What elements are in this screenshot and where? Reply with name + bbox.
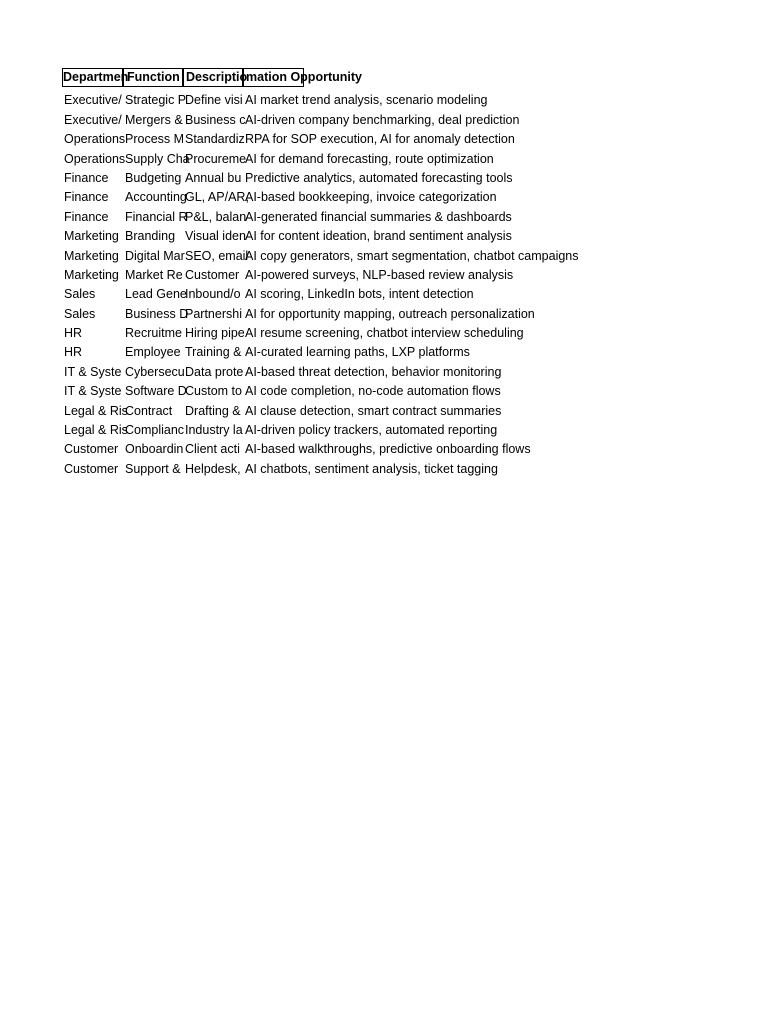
cell-department[interactable]: Sales <box>64 287 96 302</box>
table-row <box>62 382 762 401</box>
table-row <box>62 440 762 459</box>
cell-function[interactable]: Contract <box>125 403 173 418</box>
cell-department[interactable]: Executive/ <box>64 112 122 127</box>
table-row <box>62 324 762 343</box>
table-row <box>62 150 762 169</box>
cell-ai-opportunity[interactable]: AI resume screening, chatbot interview scheduling <box>245 326 524 341</box>
cell-ai-opportunity[interactable]: AI scoring, LinkedIn bots, intent detection <box>245 287 474 302</box>
cell-department[interactable]: IT & Syste <box>64 384 122 399</box>
cell-department[interactable]: Legal & Ris <box>64 403 128 418</box>
cell-description[interactable]: Inbound/o <box>185 287 241 302</box>
cell-function[interactable]: Supply Cha <box>125 151 190 166</box>
cell-function[interactable]: Market Re <box>125 267 183 282</box>
cell-ai-opportunity[interactable]: AI market trend analysis, scenario modeling <box>245 93 488 108</box>
cell-function[interactable]: Digital Mar <box>125 248 185 263</box>
header-row <box>62 68 762 87</box>
cell-ai-opportunity[interactable]: AI for content ideation, brand sentiment analysis <box>245 229 512 244</box>
cell-department[interactable]: Sales <box>64 306 96 321</box>
cell-ai-opportunity[interactable]: AI clause detection, smart contract summaries <box>245 403 502 418</box>
cell-description[interactable]: Define visi <box>185 93 243 108</box>
cell-function[interactable]: Recruitme <box>125 326 182 341</box>
cell-function[interactable]: Mergers & <box>125 112 183 127</box>
cell-ai-opportunity[interactable]: AI-based walkthroughs, predictive onboarding flows <box>245 442 531 457</box>
cell-function[interactable]: Lead Gene <box>125 287 187 302</box>
table-row <box>62 305 762 324</box>
cell-ai-opportunity[interactable]: AI chatbots, sentiment analysis, ticket tagging <box>245 461 498 476</box>
cell-description[interactable]: Annual bu <box>185 170 242 185</box>
cell-ai-opportunity[interactable]: AI for demand forecasting, route optimization <box>245 151 494 166</box>
cell-ai-opportunity[interactable]: AI-driven company benchmarking, deal prediction <box>245 112 520 127</box>
cell-description[interactable]: Procureme <box>185 151 247 166</box>
table-row <box>62 421 762 440</box>
cell-ai-opportunity[interactable]: AI-driven policy trackers, automated reporting <box>245 423 498 438</box>
cell-description[interactable]: Business c <box>185 112 246 127</box>
cell-ai-opportunity[interactable]: AI-curated learning paths, LXP platforms <box>245 345 470 360</box>
cell-description[interactable]: P&L, balan <box>185 209 247 224</box>
table-row <box>62 363 762 382</box>
cell-function[interactable]: Branding <box>125 229 176 244</box>
cell-department[interactable]: IT & Syste <box>64 364 122 379</box>
cell-description[interactable]: Drafting & <box>185 403 241 418</box>
cell-function[interactable]: Support & <box>125 461 181 476</box>
header-department[interactable]: Departmen <box>62 68 123 87</box>
cell-description[interactable]: Partnershi <box>185 306 242 321</box>
cell-description[interactable]: Hiring pipe <box>185 326 245 341</box>
cell-department[interactable]: Marketing <box>64 248 119 263</box>
cell-department[interactable]: Operations <box>64 132 126 147</box>
cell-department[interactable]: HR <box>64 326 83 341</box>
cell-department[interactable]: Customer <box>64 461 119 476</box>
table-row <box>62 130 762 149</box>
table-row <box>62 247 762 266</box>
cell-ai-opportunity[interactable]: AI for opportunity mapping, outreach personalization <box>245 306 535 321</box>
header-function[interactable]: Function <box>123 68 183 87</box>
cell-description[interactable]: Client acti <box>185 442 240 457</box>
cell-function[interactable]: Business D <box>125 306 189 321</box>
table-row <box>62 169 762 188</box>
table-row <box>62 111 762 130</box>
cell-department[interactable]: Finance <box>64 170 109 185</box>
table-row <box>62 227 762 246</box>
header-description[interactable]: Descriptio <box>183 68 243 87</box>
cell-department[interactable]: Marketing <box>64 229 119 244</box>
cell-description[interactable]: Visual iden <box>185 229 246 244</box>
table-row <box>62 91 762 110</box>
cell-department[interactable]: HR <box>64 345 83 360</box>
cell-description[interactable]: Helpdesk, <box>185 461 241 476</box>
cell-function[interactable]: Budgeting <box>125 170 182 185</box>
cell-function[interactable]: Onboardin <box>125 442 184 457</box>
cell-function[interactable]: Process M <box>125 132 185 147</box>
table-row <box>62 188 762 207</box>
cell-function[interactable]: Cybersecu <box>125 364 185 379</box>
cell-function[interactable]: Employee <box>125 345 181 360</box>
cell-ai-opportunity[interactable]: AI-based threat detection, behavior monitoring <box>245 364 502 379</box>
cell-ai-opportunity[interactable]: AI copy generators, smart segmentation, chatbot campaigns <box>245 248 579 263</box>
cell-ai-opportunity[interactable]: AI code completion, no-code automation flows <box>245 384 501 399</box>
cell-description[interactable]: Customer <box>185 267 240 282</box>
cell-department[interactable]: Customer <box>64 442 119 457</box>
cell-ai-opportunity[interactable]: AI-based bookkeeping, invoice categorization <box>245 190 497 205</box>
cell-department[interactable]: Legal & Ris <box>64 423 128 438</box>
cell-description[interactable]: SEO, email <box>185 248 249 263</box>
cell-ai-opportunity[interactable]: AI-generated financial summaries & dashboards <box>245 209 512 224</box>
cell-function[interactable]: Software D <box>125 384 187 399</box>
cell-department[interactable]: Finance <box>64 190 109 205</box>
spreadsheet-table <box>62 68 762 488</box>
cell-department[interactable]: Operations <box>64 151 126 166</box>
cell-description[interactable]: Industry la <box>185 423 243 438</box>
table-row <box>62 343 762 362</box>
table-row <box>62 266 762 285</box>
cell-department[interactable]: Marketing <box>64 267 119 282</box>
cell-ai-opportunity[interactable]: RPA for SOP execution, AI for anomaly detection <box>245 132 515 147</box>
table-row <box>62 208 762 227</box>
cell-department[interactable]: Executive/ <box>64 93 122 108</box>
cell-description[interactable]: GL, AP/AR, <box>185 190 249 205</box>
table-row <box>62 285 762 304</box>
header-ai-opportunity[interactable]: mation Opportunity <box>243 68 304 87</box>
cell-description[interactable]: Training & <box>185 345 242 360</box>
cell-description[interactable]: Custom to <box>185 384 242 399</box>
cell-ai-opportunity[interactable]: AI-powered surveys, NLP-based review analysis <box>245 267 514 282</box>
cell-function[interactable]: Strategic P <box>125 93 187 108</box>
cell-ai-opportunity[interactable]: Predictive analytics, automated forecasting tools <box>245 170 513 185</box>
cell-function[interactable]: Financial R <box>125 209 188 224</box>
cell-description[interactable]: Data prote <box>185 364 244 379</box>
table-body <box>62 91 762 479</box>
table-row <box>62 402 762 421</box>
cell-description[interactable]: Standardiz <box>185 132 245 147</box>
cell-department[interactable]: Finance <box>64 209 109 224</box>
cell-function[interactable]: Complianc <box>125 423 185 438</box>
table-row <box>62 460 762 479</box>
cell-function[interactable]: Accounting <box>125 190 187 205</box>
